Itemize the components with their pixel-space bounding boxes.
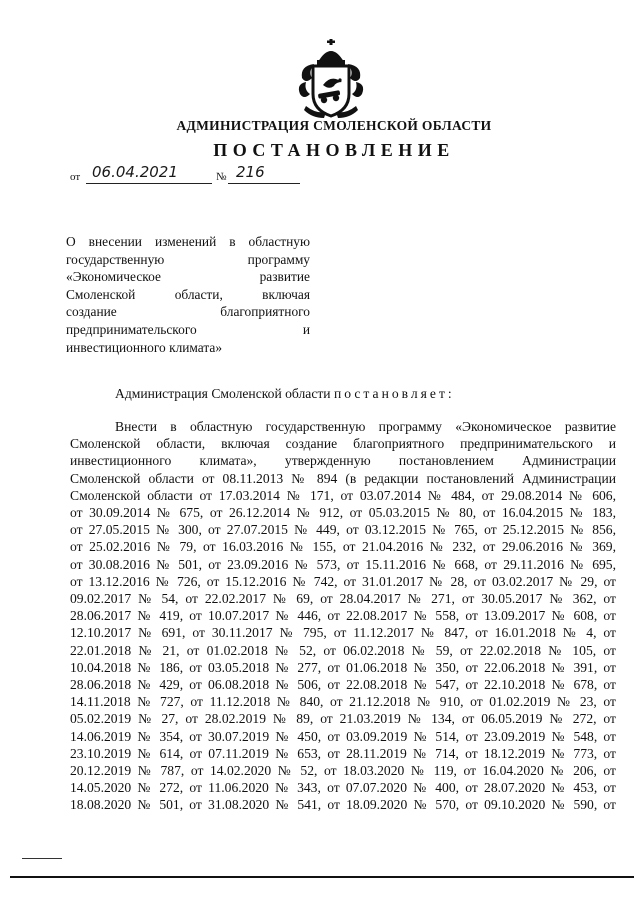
body-line: 20.12.2019 № 787, от 14.02.2020 № 52, от 18.03.2020 № 119, от 16.04.2020 № 206, от — [70, 763, 616, 779]
body-line: от 30.08.2016 № 501, от 23.09.2016 № 573, от 15.11.2016 № 668, от 29.11.2016 № 695, — [70, 556, 616, 572]
subject-line: О внесении изменений в областную — [66, 234, 310, 249]
decree-body — [70, 418, 616, 814]
body-line: Смоленской области от 17.03.2014 № 171, от 03.07.2014 № 484, от 29.08.2014 № 606, — [70, 487, 616, 503]
body-line: 09.02.2017 № 54, от 22.02.2017 № 69, от 28.04.2017 № 271, от 30.05.2017 № 362, от — [70, 591, 616, 607]
handwritten-date: 06.04.2021 — [92, 163, 178, 181]
body-line: 12.10.2017 № 691, от 30.11.2017 № 795, от 11.12.2017 № 847, от 16.01.2018 № 4, от — [70, 625, 616, 641]
smolensk-coat-of-arms-icon — [296, 38, 366, 120]
body-line: от 25.02.2016 № 79, от 16.03.2016 № 155, от 21.04.2016 № 232, от 29.06.2016 № 369, — [70, 539, 616, 555]
body-line: 18.08.2020 № 501, от 31.08.2020 № 541, от 18.09.2020 № 570, от 09.10.2020 № 590, от — [70, 797, 616, 813]
body-line: Смоленской области от 08.11.2013 № 894 (в редакции постановлений Администрации — [70, 470, 616, 486]
page-bottom-rule — [10, 876, 634, 878]
footnote-divider — [22, 858, 62, 859]
number-prefix-label: № — [216, 171, 227, 183]
subject-line: предпринимательского и — [66, 321, 310, 337]
subject-line: Смоленской области, включая — [66, 286, 310, 302]
handwritten-number: 216 — [236, 163, 265, 181]
body-line: 28.06.2018 № 429, от 06.08.2018 № 506, от 22.08.2018 № 547, от 22.10.2018 № 678, от — [70, 677, 616, 693]
body-line: инвестиционного климата», утвержденную постановлением Администрации — [70, 453, 616, 469]
date-number-line — [70, 165, 310, 185]
subject-line: создание благоприятного — [66, 304, 310, 320]
body-line: 14.05.2020 № 272, от 11.06.2020 № 343, от 07.07.2020 № 400, от 28.07.2020 № 453, от — [70, 780, 616, 796]
date-prefix-label: от — [70, 171, 81, 183]
body-line: от 27.05.2015 № 300, от 27.07.2015 № 449, от 03.12.2015 № 765, от 25.12.2015 № 856, — [70, 522, 616, 538]
body-line: 14.06.2019 № 354, от 30.07.2019 № 450, от 03.09.2019 № 514, от 23.09.2019 № 548, от — [70, 728, 616, 744]
body-line: от 30.09.2014 № 675, от 26.12.2014 № 912, от 05.03.2015 № 80, от 16.04.2015 № 183, — [70, 505, 616, 521]
decree-authority: Администрация Смоленской области — [115, 386, 331, 401]
organization-name: АДМИНИСТРАЦИЯ СМОЛЕНСКОЙ ОБЛАСТИ — [176, 118, 492, 133]
body-line: Смоленской области, включая создание благоприятного предпринимательского и — [70, 436, 616, 452]
body-line: 10.04.2018 № 186, от 03.05.2018 № 277, от 01.06.2018 № 350, от 22.06.2018 № 391, от — [70, 659, 616, 675]
subject-line: инвестиционного климата» — [66, 339, 223, 355]
subject-line: «Экономическое развитие — [66, 269, 310, 285]
body-line: Внести в областную государственную программу «Экономическое развитие — [115, 419, 616, 434]
decree-subject — [66, 233, 310, 356]
body-line: 28.06.2017 № 419, от 10.07.2017 № 446, от 22.08.2017 № 558, от 13.09.2017 № 608, от — [70, 608, 616, 624]
decree-verb: постановляет: — [333, 386, 455, 401]
date-underline — [86, 183, 212, 184]
subject-line: государственную программу — [66, 251, 310, 267]
document-type-title: ПОСТАНОВЛЕНИЕ — [213, 140, 455, 160]
body-line: 22.01.2018 № 21, от 01.02.2018 № 52, от 06.02.2018 № 59, от 22.02.2018 № 105, от — [70, 642, 616, 658]
body-line: от 13.12.2016 № 726, от 15.12.2016 № 742, от 31.01.2017 № 28, от 03.02.2017 № 29, от — [70, 573, 616, 589]
body-line: 14.11.2018 № 727, от 11.12.2018 № 840, от 21.12.2018 № 910, от 01.02.2019 № 23, от — [70, 694, 616, 710]
body-line: 23.10.2019 № 614, от 07.11.2019 № 653, от 28.11.2019 № 714, от 18.12.2019 № 773, от — [70, 745, 616, 761]
decree-statement — [115, 386, 455, 402]
body-line: 05.02.2019 № 27, от 28.02.2019 № 89, от 21.03.2019 № 134, от 06.05.2019 № 272, от — [70, 711, 616, 727]
number-underline — [228, 183, 300, 184]
